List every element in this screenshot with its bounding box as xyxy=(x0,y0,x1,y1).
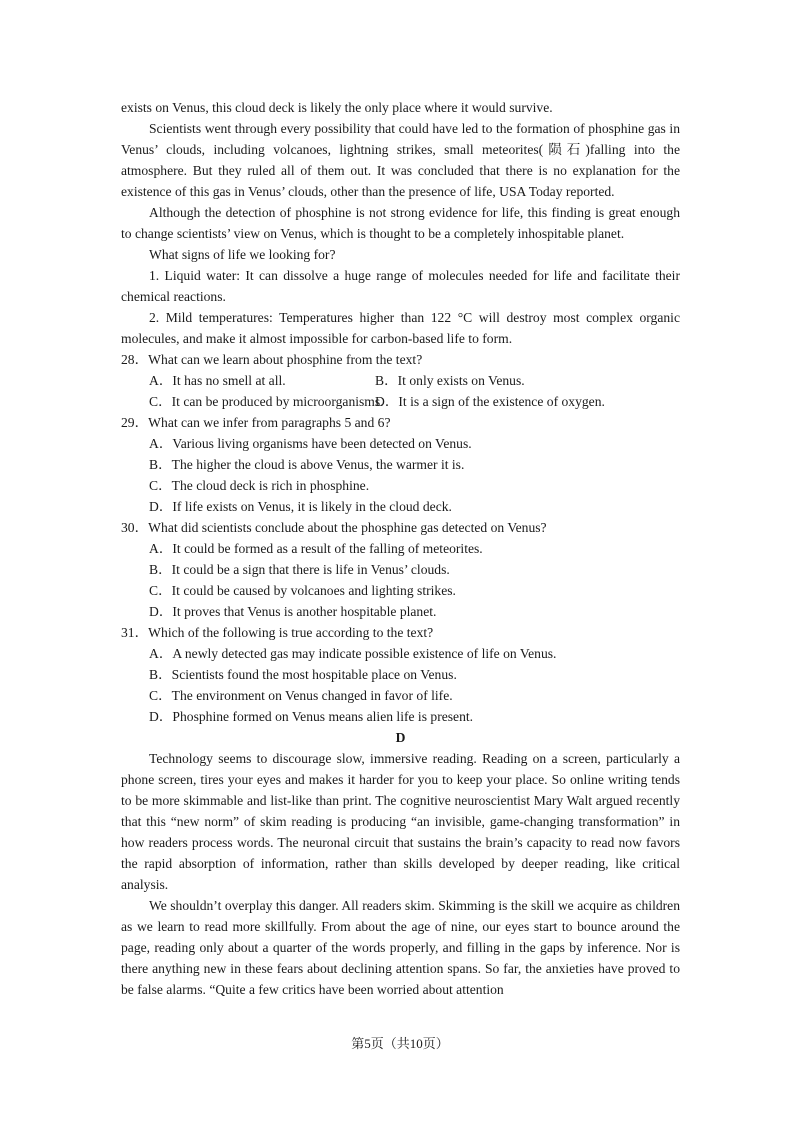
answer-options xyxy=(121,643,680,727)
passage-c-paragraph: exists on Venus, this cloud deck is likely the only place where it would survive. xyxy=(121,100,553,115)
passage-d-paragraph: We shouldn’t overplay this danger. All readers skim. Skimming is the skill we acquire as children as we learn to read more skillfully. From about the age of nine, our eyes start to bounce around the page, reading only about a quarter of the words properly, and filling in the gaps by inference. Nor is there anything new in these fears about declining attention spans. So far, the anxieties have proved to be false alarms. “Quite a few critics have been worried about attention xyxy=(121,898,680,997)
option-b: B．Scientists found the most hospitable place on Venus. xyxy=(149,667,457,682)
passage-c-paragraph: Although the detection of phosphine is not strong evidence for life, this finding is great enough to change scientists’ view on Venus, which is thought to be a completely inhospitable planet. xyxy=(121,205,680,241)
answer-options xyxy=(121,370,680,412)
option-d: D．Phosphine formed on Venus means alien life is present. xyxy=(149,709,474,724)
option-c: C．The cloud deck is rich in phosphine. xyxy=(149,478,370,493)
option-a: A．Various living organisms have been detected on Venus. xyxy=(149,436,472,451)
answer-options xyxy=(121,433,680,517)
question-28 xyxy=(121,349,680,412)
passage-d-paragraph: Technology seems to discourage slow, immersive reading. Reading on a screen, particularly a phone screen, tires your eyes and makes it harder for you to keep your place. So online writing tends to be more skimmable and list-like than print. The cognitive neuroscientist Mary Walt argued recently that this “new norm” of skim reading is producing “an invisible, game-changing transformation” in how readers process words. The neuronal circuit that sustains the brain’s capacity to read now favors the rapid absorption of information, rather than skills developed by deeper reading, like critical analysis. xyxy=(121,751,680,892)
option-d: D．It is a sign of the existence of oxygen. xyxy=(375,394,605,409)
option-a: A．It could be formed as a result of the falling of meteorites. xyxy=(149,541,483,556)
option-b: B．It only exists on Venus. xyxy=(375,373,525,388)
option-d: D．It proves that Venus is another hospitable planet. xyxy=(149,604,437,619)
question-30 xyxy=(121,517,680,622)
question-stem: 29．What can we infer from paragraphs 5 and 6? xyxy=(121,415,391,430)
option-c: C．The environment on Venus changed in favor of life. xyxy=(149,688,453,703)
section-title-d: D xyxy=(395,730,406,745)
option-c: C．It could be caused by volcanoes and lighting strikes. xyxy=(149,583,456,598)
option-d: D．If life exists on Venus, it is likely in the cloud deck. xyxy=(149,499,452,514)
passage-c-paragraph: 2. Mild temperatures: Temperatures higher than 122 °C will destroy most complex organic molecules, and make it almost impossible for carbon-based life to form. xyxy=(121,310,680,346)
question-31 xyxy=(121,622,680,727)
page-footer: 第5页（共10页） xyxy=(351,1036,449,1051)
passage-c-subheading: What signs of life we looking for? xyxy=(149,247,336,262)
question-stem: 30．What did scientists conclude about the phosphine gas detected on Venus? xyxy=(121,520,547,535)
option-b: B．It could be a sign that there is life in Venus’ clouds. xyxy=(149,562,450,577)
question-29 xyxy=(121,412,680,517)
question-stem: 28．What can we learn about phosphine from the text? xyxy=(121,352,423,367)
option-a: A．A newly detected gas may indicate possible existence of life on Venus. xyxy=(149,646,557,661)
passage-c-paragraph: 1. Liquid water: It can dissolve a huge range of molecules needed for life and facilitate their chemical reactions. xyxy=(121,268,680,304)
question-stem: 31．Which of the following is true according to the text? xyxy=(121,625,434,640)
page-content xyxy=(121,97,680,1000)
option-b: B．The higher the cloud is above Venus, the warmer it is. xyxy=(149,457,465,472)
option-a: A．It has no smell at all. xyxy=(149,373,286,388)
answer-options xyxy=(121,538,680,622)
option-c: C．It can be produced by microorganisms. xyxy=(149,394,384,409)
passage-c-paragraph: Scientists went through every possibility that could have led to the formation of phosphine gas in Venus’ clouds, including volcanoes, lightning strikes, small meteorites(陨石)falling into the atmosphere. But they ruled all of them out. It was concluded that there is no explanation for the existence of this gas in Venus’ clouds, other than the presence of life, USA Today reported. xyxy=(121,121,680,199)
